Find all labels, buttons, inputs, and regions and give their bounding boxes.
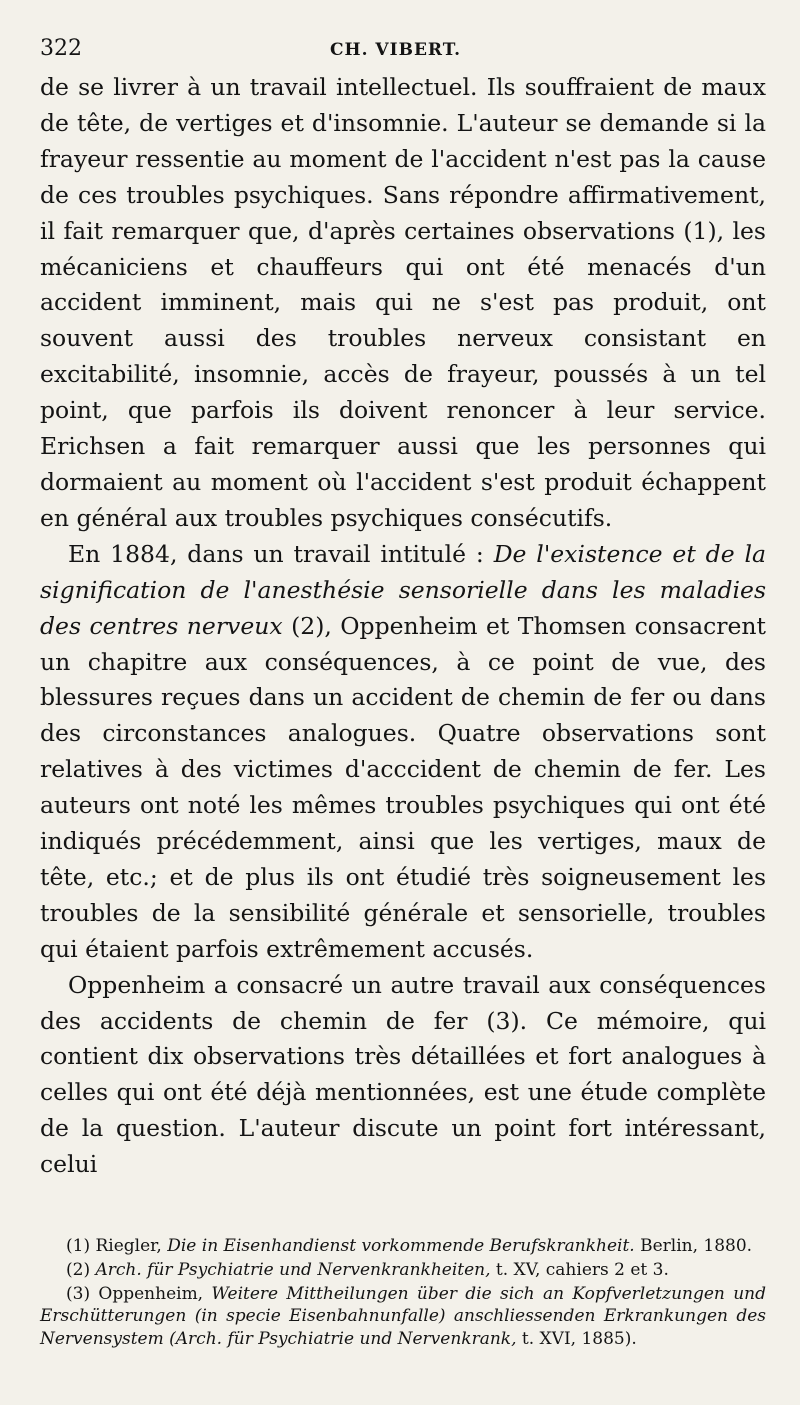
footnote-3-lead: (3) Oppenheim, bbox=[66, 1283, 212, 1304]
footnote-1 bbox=[40, 1235, 766, 1258]
running-head: CH. VIBERT. bbox=[330, 40, 462, 60]
footnote-2 bbox=[40, 1259, 766, 1282]
body-text bbox=[40, 70, 766, 1183]
footnote-3-rest: t. XVI, 1885). bbox=[516, 1329, 637, 1350]
footnote-2-title: Arch. für Psychiatrie und Nervenkrankheiten, bbox=[95, 1259, 491, 1280]
paragraph-2-work-title: De l'existence et de la signification de l'anesthésie sensorielle dans les maladies des centres nerveux bbox=[40, 539, 766, 640]
paragraph-3: Oppenheim a consacré un autre travail aux conséquences des accidents de chemin de fer (3). Ce mémoire, qui contient dix observations très détaillées et fort analogues à celles qui ont été déjà mentionnées, est une étude complète de la question. L'auteur discute un point fort intéressant, celui bbox=[40, 970, 766, 1179]
footnote-2-lead: (2) bbox=[66, 1259, 96, 1280]
footnote-1-rest: Berlin, 1880. bbox=[634, 1236, 753, 1257]
footnote-3-title: Weitere Mittheilungen über die sich an Kopfverletzungen und Erschütterungen (in specie Eisenbahnunfalle) anschliessenden Erkrankungen des Nervensystem (Arch. für Psychiatrie und Nervenkrank, bbox=[40, 1283, 766, 1350]
paragraph-2-lead: En 1884, dans un travail intitulé : bbox=[68, 539, 494, 568]
page-number: 322 bbox=[40, 36, 82, 61]
paragraph-1: de se livrer à un travail intellectuel. Ils souffraient de maux de tête, de vertiges et d'insomnie. L'auteur se demande si la frayeur ressentie au moment de l'accident n'est pas la cause de ces troubles psychiques. Sans répondre affirmativement, il fait remarquer que, d'après certaines observations (1), les mécaniciens et chauffeurs qui ont été menacés d'un accident imminent, mais qui ne s'est pas produit, ont souvent aussi des troubles nerveux consistant en excitabilité, insomnie, accès de frayeur, poussés à un tel point, que parfois ils doivent renoncer à leur service. Erichsen a fait remarquer aussi que les personnes qui dormaient au moment où l'accident s'est produit échappent en général aux troubles psychiques consécutifs. bbox=[40, 73, 766, 532]
page-header bbox=[40, 36, 766, 66]
footnotes bbox=[40, 1235, 766, 1351]
paragraph-2-rest: (2), Oppenheim et Thomsen consacrent un chapitre aux conséquences, à ce point de vue, des blessures reçues dans un accident de chemin de fer ou dans des circonstances analogues. Quatre observations sont relatives à des victimes d'acccident de chemin de fer. Les auteurs ont noté les mêmes troubles psychiques qui ont été indiqués précédemment, ainsi que les vertiges, maux de tête, etc.; et de plus ils ont étudié très soigneusement les troubles de la sensibilité générale et sensorielle, troubles qui étaient parfois extrêmement accusés. bbox=[40, 611, 766, 963]
footnote-2-rest: t. XV, cahiers 2 et 3. bbox=[490, 1259, 669, 1280]
footnote-3 bbox=[40, 1283, 766, 1351]
footnote-1-lead: (1) Riegler, bbox=[66, 1236, 168, 1257]
footnote-1-title: Die in Eisenhandienst vorkommende Berufskrankheit. bbox=[167, 1236, 635, 1257]
paragraph-2 bbox=[40, 537, 766, 968]
